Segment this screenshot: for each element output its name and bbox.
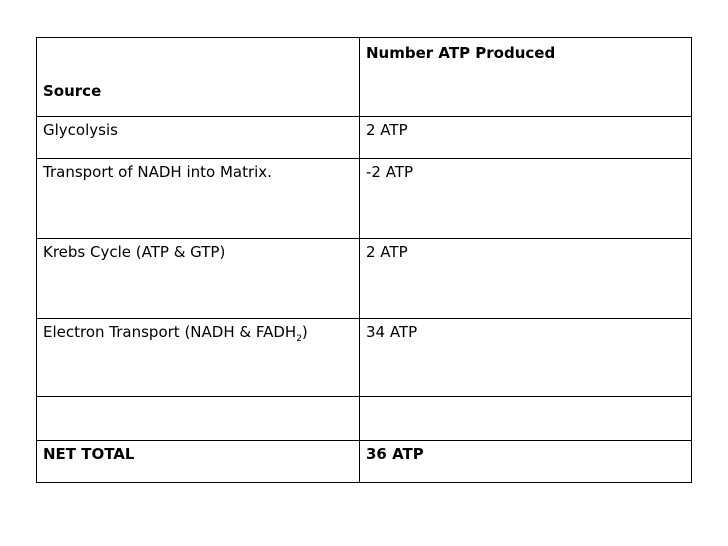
table-row-empty	[37, 397, 692, 441]
table-row	[37, 319, 692, 397]
table-row	[37, 117, 692, 159]
row-source	[37, 397, 360, 441]
row-source-prefix: Electron Transport (NADH & FADH	[43, 323, 297, 341]
table-row	[37, 239, 692, 319]
row-atp: 2 ATP	[360, 117, 692, 159]
table-header-row	[37, 38, 692, 117]
table-row	[37, 159, 692, 239]
row-atp	[360, 397, 692, 441]
row-atp: 34 ATP	[360, 319, 692, 397]
row-source: Transport of NADH into Matrix.	[37, 159, 360, 239]
row-source	[37, 319, 360, 397]
row-source: Krebs Cycle (ATP & GTP)	[37, 239, 360, 319]
table-total-row	[37, 441, 692, 483]
row-source-suffix: )	[301, 323, 308, 341]
total-atp: 36 ATP	[360, 441, 692, 483]
total-label: NET TOTAL	[37, 441, 360, 483]
atp-production-table	[36, 37, 692, 483]
header-source: Source	[37, 38, 360, 117]
row-source-subscript: 2	[296, 334, 302, 344]
row-atp: 2 ATP	[360, 239, 692, 319]
row-source: Glycolysis	[37, 117, 360, 159]
row-atp: -2 ATP	[360, 159, 692, 239]
header-number-atp: Number ATP Produced	[360, 38, 692, 117]
